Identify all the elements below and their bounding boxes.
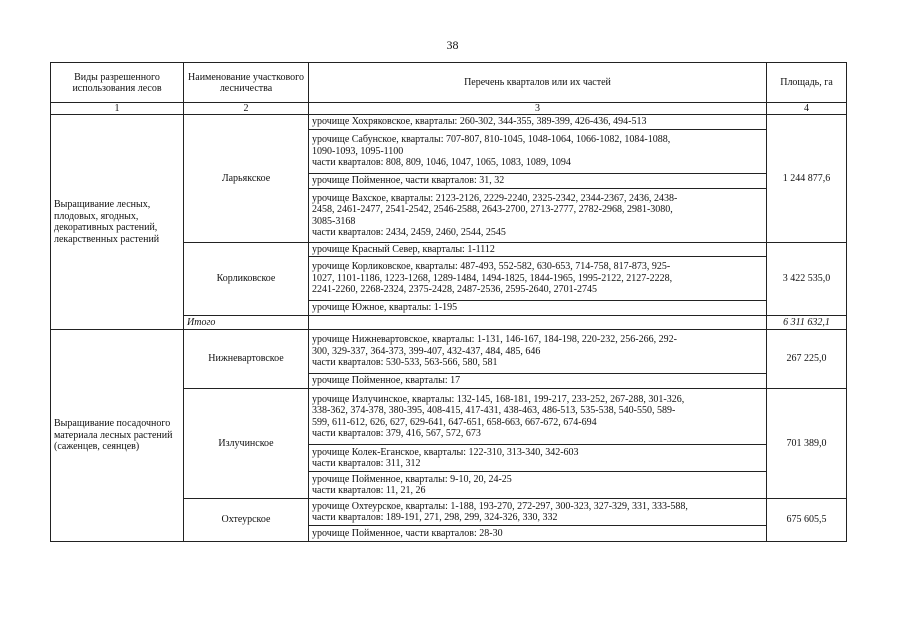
- total-empty-cell: [309, 316, 767, 330]
- header-quarters: Перечень кварталов или их частей: [309, 63, 767, 103]
- quarters-cell: [309, 526, 767, 542]
- quarters-cell: [309, 257, 767, 301]
- use-type-cell: Выращивание лесных, плодовых, ягодных, декоративных растений, лекарственных растений: [51, 115, 184, 330]
- column-number: 2: [184, 103, 309, 115]
- quarters-line: 2458, 2461-2477, 2541-2542, 2546-2588, 2643-2700, 2713-2777, 2782-2968, 2981-3080,: [312, 204, 673, 215]
- quarters-line: урочище Сабунское, кварталы: 707-807, 810-1045, 1048-1064, 1066-1082, 1084-1088,: [312, 134, 671, 146]
- quarters-line: 300, 329-337, 364-373, 399-407, 432-437, 484, 485, 646: [312, 345, 541, 357]
- quarters-line: части кварталов: 530-533, 563-566, 580, 581: [312, 357, 498, 369]
- total-value: 6 311 632,1: [767, 316, 847, 330]
- quarters-cell: [309, 389, 767, 445]
- area-cell: 3 422 535,0: [767, 243, 847, 316]
- quarters-line: 2241-2260, 2268-2324, 2375-2428, 2487-2536, 2595-2640, 2701-2745: [312, 284, 597, 296]
- quarters-cell: [309, 174, 767, 189]
- area-cell: 675 605,5: [767, 499, 847, 542]
- quarters-cell: [309, 301, 767, 316]
- column-number: 1: [51, 103, 184, 115]
- quarters-line: урочище Излучинское, кварталы: 132-145, 168-181, 199-217, 233-252, 267-288, 301-326,: [312, 393, 685, 405]
- area-cell: 1 244 877,6: [767, 115, 847, 243]
- forestry-cell: Излучинское: [184, 389, 309, 499]
- quarters-line: части кварталов: 2434, 2459, 2460, 2544, 2545: [312, 227, 506, 238]
- quarters-line: части кварталов: 379, 416, 567, 572, 673: [312, 428, 481, 439]
- table-row: [51, 115, 847, 130]
- header-area: Площадь, га: [767, 63, 847, 103]
- quarters-line: 1090-1093, 1095-1100: [312, 145, 404, 157]
- quarters-line: 338-362, 374-378, 380-395, 408-415, 417-431, 438-463, 486-513, 535-538, 540-550, 589-: [312, 405, 676, 416]
- area-cell: 267 225,0: [767, 330, 847, 389]
- quarters-cell: [309, 189, 767, 243]
- page-number: 38: [446, 38, 459, 52]
- quarters-line: урочище Пойменное, кварталы: 9-10, 20, 24-25: [312, 473, 512, 485]
- quarters-line: 1027, 1101-1186, 1223-1268, 1289-1484, 1494-1825, 1844-1965, 1995-2122, 2127-2228,: [312, 272, 673, 284]
- header-use-type: Виды разрешенного использования лесов: [51, 63, 184, 103]
- quarters-cell: [309, 499, 767, 526]
- quarters-line: урочище Вахское, кварталы: 2123-2126, 2229-2240, 2325-2342, 2344-2367, 2436, 2438-: [312, 192, 678, 204]
- quarters-cell: [309, 445, 767, 472]
- table-row: [51, 330, 847, 374]
- column-numbers-row: [51, 103, 847, 115]
- quarters-line: урочище Хохряковское, кварталы: 260-302, 344-355, 389-399, 426-436, 494-513: [312, 116, 647, 128]
- total-label: Итого: [184, 316, 309, 330]
- quarters-cell: [309, 472, 767, 499]
- quarters-line: урочище Пойменное, кварталы: 17: [312, 375, 461, 387]
- quarters-cell: [309, 374, 767, 389]
- forestry-cell: Охтеурское: [184, 499, 309, 542]
- column-number: 4: [767, 103, 847, 115]
- quarters-line: части кварталов: 808, 809, 1046, 1047, 1065, 1083, 1089, 1094: [312, 157, 571, 169]
- forestry-cell: Ларьякское: [184, 115, 309, 243]
- forest-use-table: [50, 62, 847, 542]
- forestry-cell: Корликовское: [184, 243, 309, 316]
- quarters-cell: [309, 330, 767, 374]
- quarters-line: части кварталов: 189-191, 271, 298, 299, 324-326, 330, 332: [312, 512, 558, 523]
- quarters-line: 599, 611-612, 626, 627, 629-641, 647-651, 658-663, 667-672, 674-694: [312, 416, 597, 428]
- quarters-line: урочище Пойменное, части кварталов: 28-30: [312, 527, 503, 539]
- quarters-cell: [309, 130, 767, 174]
- quarters-line: урочище Охтеурское, кварталы: 1-188, 193-270, 272-297, 300-323, 327-329, 331, 333-588,: [312, 500, 688, 512]
- quarters-line: урочище Колек-Еганское, кварталы: 122-310, 313-340, 342-603: [312, 446, 579, 458]
- header-forestry: Наименование участкового лесничества: [184, 63, 309, 103]
- quarters-cell: [309, 243, 767, 257]
- quarters-line: части кварталов: 11, 21, 26: [312, 485, 426, 496]
- quarters-line: урочище Южное, кварталы: 1-195: [312, 302, 458, 314]
- forestry-cell: Нижневартовское: [184, 330, 309, 389]
- area-cell: 701 389,0: [767, 389, 847, 499]
- quarters-line: урочище Красный Север, кварталы: 1-1112: [312, 243, 495, 255]
- quarters-line: части кварталов: 311, 312: [312, 458, 421, 469]
- quarters-line: урочище Корликовское, кварталы: 487-493, 552-582, 630-653, 714-758, 817-873, 925-: [312, 261, 671, 273]
- quarters-line: 3085-3168: [312, 215, 356, 227]
- quarters-line: урочище Пойменное, части кварталов: 31, 32: [312, 175, 505, 187]
- column-number: 3: [309, 103, 767, 115]
- header-row: [51, 63, 847, 103]
- quarters-line: урочище Нижневартовское, кварталы: 1-131, 146-167, 184-198, 220-232, 256-266, 292-: [312, 334, 677, 346]
- use-type-cell: Выращивание посадочного материала лесных растений (саженцев, сеянцев): [51, 330, 184, 542]
- quarters-cell: [309, 115, 767, 130]
